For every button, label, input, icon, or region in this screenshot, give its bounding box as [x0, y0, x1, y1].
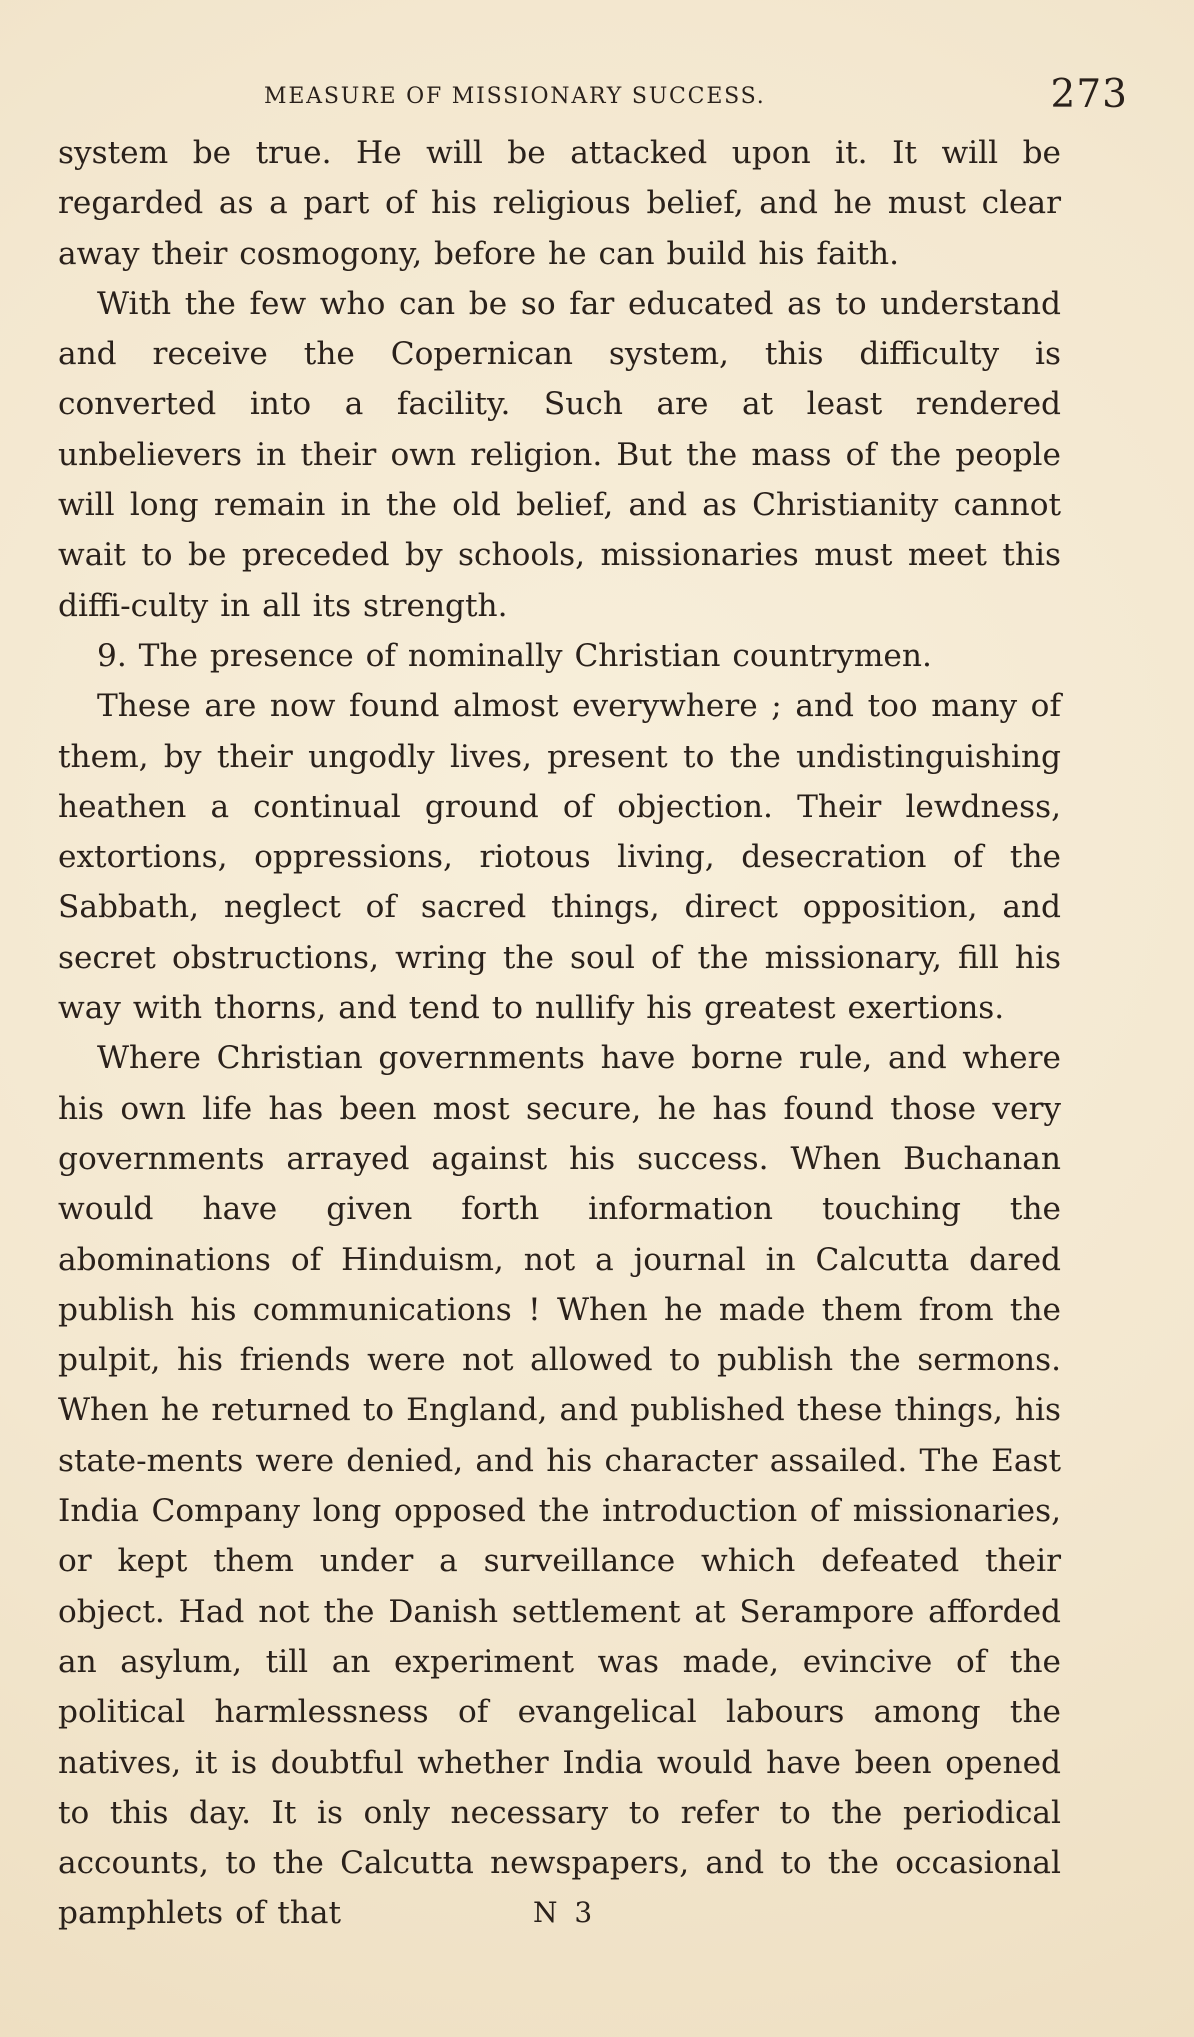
paragraph-ungodly-lives: These are now found almost everywhere ; and too many of them, by their ungodly lives, present to the undistinguishing heathen a continual ground of objection. Their lewdness, extortions, oppressions, riotous living, desecration of the Sabbath, neglect of sacred things, direct opposition, and secret obstructions, wring the soul of the missionary, fill his way with thorns, and tend to nullify his greatest exertions. — [58, 688, 1061, 1027]
paragraph-copernican-system: With the few who can be so far educated as to understand and receive the Copernican system, this difficulty is converted into a facility. Such are at least rendered unbelievers in their own religion. But the mass of the people will long remain in the old belief, and as Christianity cannot wait to be preceded by schools, missionaries must meet this diffi-culty in all its strength. — [58, 285, 1061, 624]
section-heading-christian-countrymen: 9. The presence of nominally Christian countrymen. — [97, 637, 932, 674]
body-text — [58, 128, 1061, 1939]
signature-mark: N 3 — [533, 1896, 597, 1929]
paragraph-christian-governments: Where Christian governments have borne rule, and where his own life has been most secure, he has found those very governments arrayed against his success. When Buchanan would have given forth information touching the abominations of Hinduism, not a journal in Calcutta dared publish his communications ! When he made them from the pulpit, his friends were not allowed to publish the sermons. When he returned to England, and published these things, his state-ments were denied, and his character assailed. The East India Company long opposed the introduction of missionaries, or kept them under a surveillance which defeated their object. Had not the Danish settlement at Serampore afforded an asylum, till an experiment was made, evincive of the political harmlessness of evangelical labours among the natives, it is doubtful whether India would have been opened to this day. It is only necessary to refer to the periodical accounts, to the Calcutta newspapers, and to the occasional pamphlets of that — [58, 1040, 1061, 1932]
page-header — [58, 72, 1136, 116]
page-number: 273 — [1050, 72, 1128, 117]
paragraph-continuation: system be true. He will be attacked upon it. It will be regarded as a part of his religious belief, and he must clear away their cosmogony, before he can build his faith. — [58, 135, 1061, 272]
running-title: MEASURE OF MISSIONARY SUCCESS. — [264, 84, 766, 109]
